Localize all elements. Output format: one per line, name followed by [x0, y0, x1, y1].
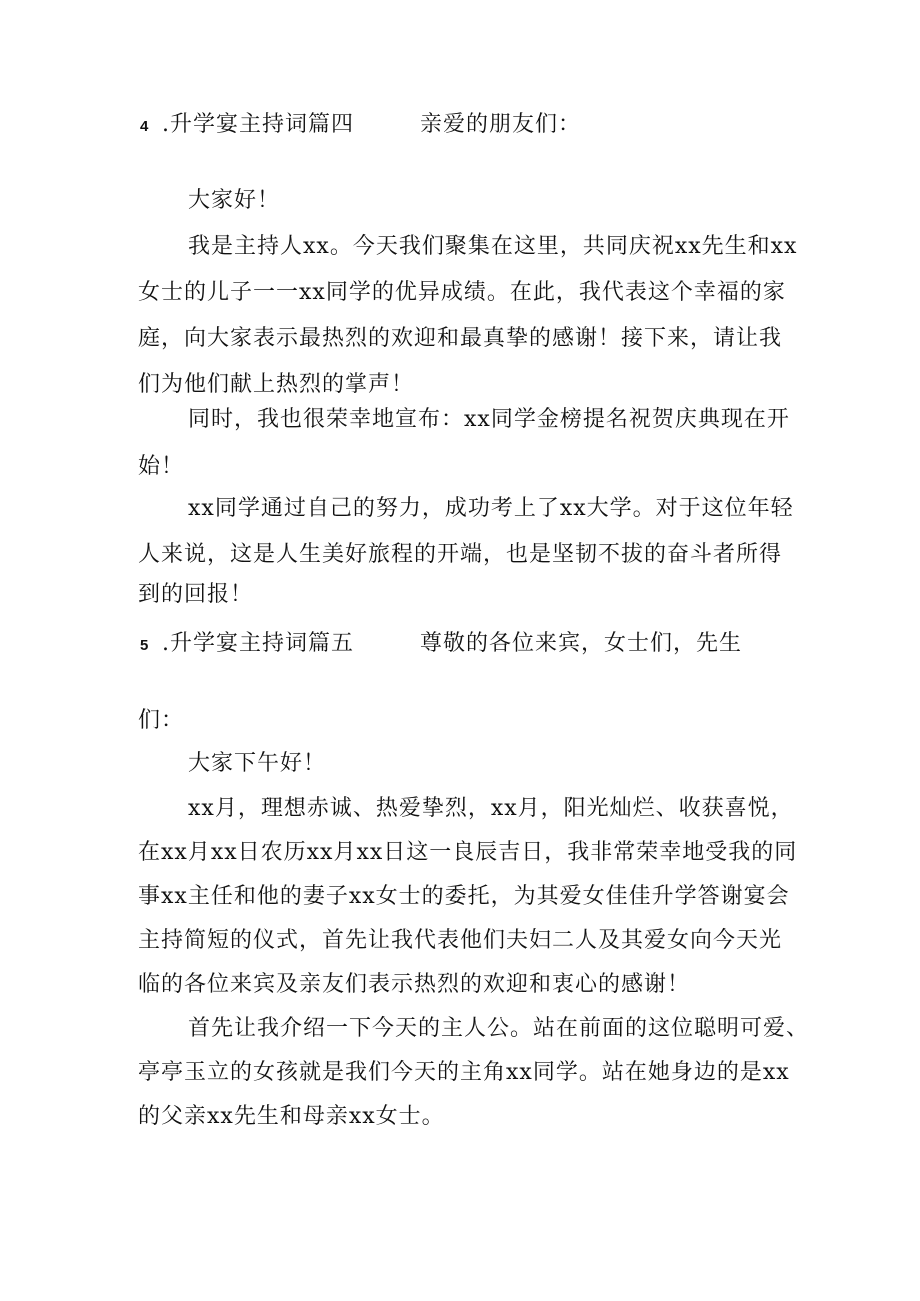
paragraph-line: 到的回报！	[138, 582, 254, 607]
paragraph-line: 们：	[138, 708, 185, 733]
paragraph-line: 临的各位来宾及亲友们表示热烈的欢迎和衷心的感谢！	[138, 972, 691, 997]
paragraph-line: 主持简短的仪式，首先让我代表他们夫妇二人及其爱女向今天光	[138, 928, 783, 953]
paragraph-line: 的父亲xx先生和母亲xx女士。	[138, 1104, 445, 1129]
section-4-title: .升学宴主持词篇四	[162, 112, 354, 137]
paragraph-line: 同时，我也很荣幸地宣布：xx同学金榜提名祝贺庆典现在开	[188, 407, 790, 432]
section-4-heading	[140, 110, 354, 142]
paragraph-line: 庭，向大家表示最热烈的欢迎和最真挚的感谢！接下来，请让我	[138, 326, 783, 351]
paragraph-line: xx月，理想赤诚、热爱挚烈，xx月，阳光灿烂、收获喜悦，	[188, 796, 794, 821]
paragraph-line: 事xx主任和他的妻子xx女士的委托，为其爱女佳佳升学答谢宴会	[138, 884, 790, 909]
section-4-number: 4	[140, 118, 150, 135]
paragraph-line: 们为他们献上热烈的掌声！	[138, 372, 415, 397]
section-5-heading	[140, 629, 354, 661]
paragraph-line: 首先让我介绍一下今天的主人公。站在前面的这位聪明可爱、	[188, 1016, 810, 1041]
section-5-greeting: 尊敬的各位来宾，女士们，先生	[420, 631, 743, 656]
paragraph-line: 人来说，这是人生美好旅程的开端，也是坚韧不拔的奋斗者所得	[138, 542, 783, 567]
paragraph-line: 始！	[138, 454, 185, 479]
paragraph-line: 在xx月xx日农历xx月xx日这一良辰吉日，我非常荣幸地受我的同	[138, 840, 798, 865]
section-5-title: .升学宴主持词篇五	[162, 631, 354, 656]
section-4-greeting: 亲爱的朋友们：	[420, 112, 582, 137]
paragraph-line: xx同学通过自己的努力，成功考上了xx大学。对于这位年轻	[188, 496, 794, 521]
paragraph-line: 女士的儿子一一xx同学的优异成绩。在此，我代表这个幸福的家	[138, 280, 786, 305]
paragraph-line: 我是主持人xx。今天我们聚集在这里，共同庆祝xx先生和xx	[188, 234, 798, 259]
paragraph-line: 亭亭玉立的女孩就是我们今天的主角xx同学。站在她身边的是xx	[138, 1060, 790, 1085]
section-5-number: 5	[140, 637, 150, 654]
paragraph-line: 大家好！	[188, 188, 281, 213]
paragraph-line: 大家下午好！	[188, 751, 327, 776]
